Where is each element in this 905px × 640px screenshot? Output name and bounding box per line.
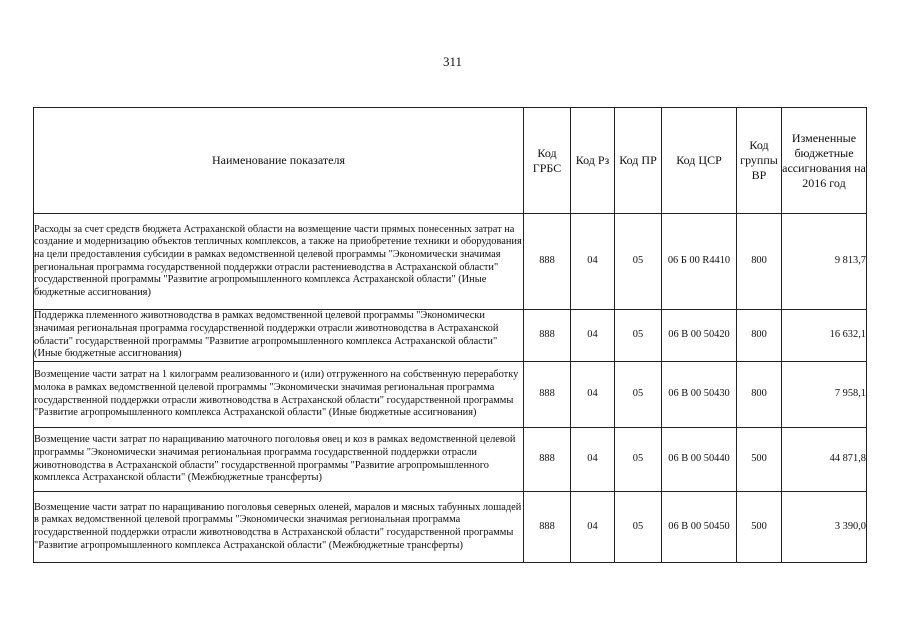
- budget-table: [33, 107, 867, 563]
- row-rz: 04: [571, 310, 615, 362]
- header-row: [34, 108, 867, 214]
- row-amount: 16 632,1: [782, 310, 867, 362]
- table-row: [34, 310, 867, 362]
- row-csr: 06 В 00 50420: [662, 310, 737, 362]
- row-csr: 06 Б 00 R4410: [662, 214, 737, 310]
- row-csr: 06 В 00 50450: [662, 492, 737, 563]
- row-amount: 9 813,7: [782, 214, 867, 310]
- page-number: 311: [442, 54, 463, 69]
- row-grbs: 888: [524, 214, 571, 310]
- row-grbs: 888: [524, 362, 571, 428]
- row-rz: 04: [571, 492, 615, 563]
- table-row: [34, 428, 867, 492]
- row-grbs: 888: [524, 428, 571, 492]
- header-csr: Код ЦСР: [662, 108, 737, 214]
- row-name: Расходы за счет средств бюджета Астраханской области на возмещение части прямых понесенных затрат на создание и модернизацию объектов тепличных комплексов, а также на приобретение техники и оборудования на цели предоставления субсидии в рамках ведомственной целевой программы "Экономически значимая региональная программа государственной поддержки отрасли растениеводства в Астраханской области" государственной программы "Развитие агропромышленного комплекса Астраханской области" (Иные бюджетные ассигнования): [34, 214, 524, 310]
- row-amount: 3 390,0: [782, 492, 867, 563]
- row-vr: 500: [737, 428, 782, 492]
- row-grbs: 888: [524, 310, 571, 362]
- row-name: Поддержка племенного животноводства в рамках ведомственной целевой программы "Экономически значимая региональная программа государственной поддержки отрасли животноводства в Астраханской области" государственной программы "Развитие агропромышленного комплекса Астраханской области" (Иные бюджетные ассигнования): [34, 310, 524, 362]
- row-csr: 06 В 00 50430: [662, 362, 737, 428]
- header-pr: Код ПР: [615, 108, 662, 214]
- row-amount: 7 958,1: [782, 362, 867, 428]
- row-pr: 05: [615, 428, 662, 492]
- row-pr: 05: [615, 214, 662, 310]
- row-name: Возмещение части затрат по наращиванию поголовья северных оленей, маралов и мясных табунных лошадей в рамках ведомственной целевой программы "Экономически значимая региональная программа государственной поддержки отрасли животноводства в Астраханской области" государственной программы "Развитие агропромышленного комплекса Астраханской области" (Межбюджетные трансферты): [34, 492, 524, 563]
- table-row: [34, 214, 867, 310]
- row-rz: 04: [571, 428, 615, 492]
- row-pr: 05: [615, 492, 662, 563]
- row-name: Возмещение части затрат по наращиванию маточного поголовья овец и коз в рамках ведомственной целевой программы "Экономически значимая региональная программа государственной поддержки отрасли животноводства в Астраханской области" государственной программы "Развитие агропромышленного комплекса Астраханской области" (Межбюджетные трансферты): [34, 428, 524, 492]
- header-vr: Код группы ВР: [737, 108, 782, 214]
- table-row: [34, 362, 867, 428]
- header-rz: Код Рз: [571, 108, 615, 214]
- header-grbs: Код ГРБС: [524, 108, 571, 214]
- table-row: [34, 492, 867, 563]
- row-csr: 06 В 00 50440: [662, 428, 737, 492]
- header-name: Наименование показателя: [34, 108, 524, 214]
- row-rz: 04: [571, 362, 615, 428]
- row-pr: 05: [615, 362, 662, 428]
- row-amount: 44 871,8: [782, 428, 867, 492]
- row-grbs: 888: [524, 492, 571, 563]
- row-vr: 800: [737, 310, 782, 362]
- header-amount: Измененные бюджетные ассигнования на 2016 год: [782, 108, 867, 214]
- row-pr: 05: [615, 310, 662, 362]
- row-vr: 800: [737, 362, 782, 428]
- row-vr: 800: [737, 214, 782, 310]
- row-rz: 04: [571, 214, 615, 310]
- row-vr: 500: [737, 492, 782, 563]
- row-name: Возмещение части затрат на 1 килограмм реализованного и (или) отгруженного на собственную переработку молока в рамках ведомственной целевой программы "Экономически значимая региональная программа государственной поддержки отрасли животноводства в Астраханской области" государственной программы "Развитие агропромышленного комплекса Астраханской области" (Иные бюджетные ассигнования): [34, 362, 524, 428]
